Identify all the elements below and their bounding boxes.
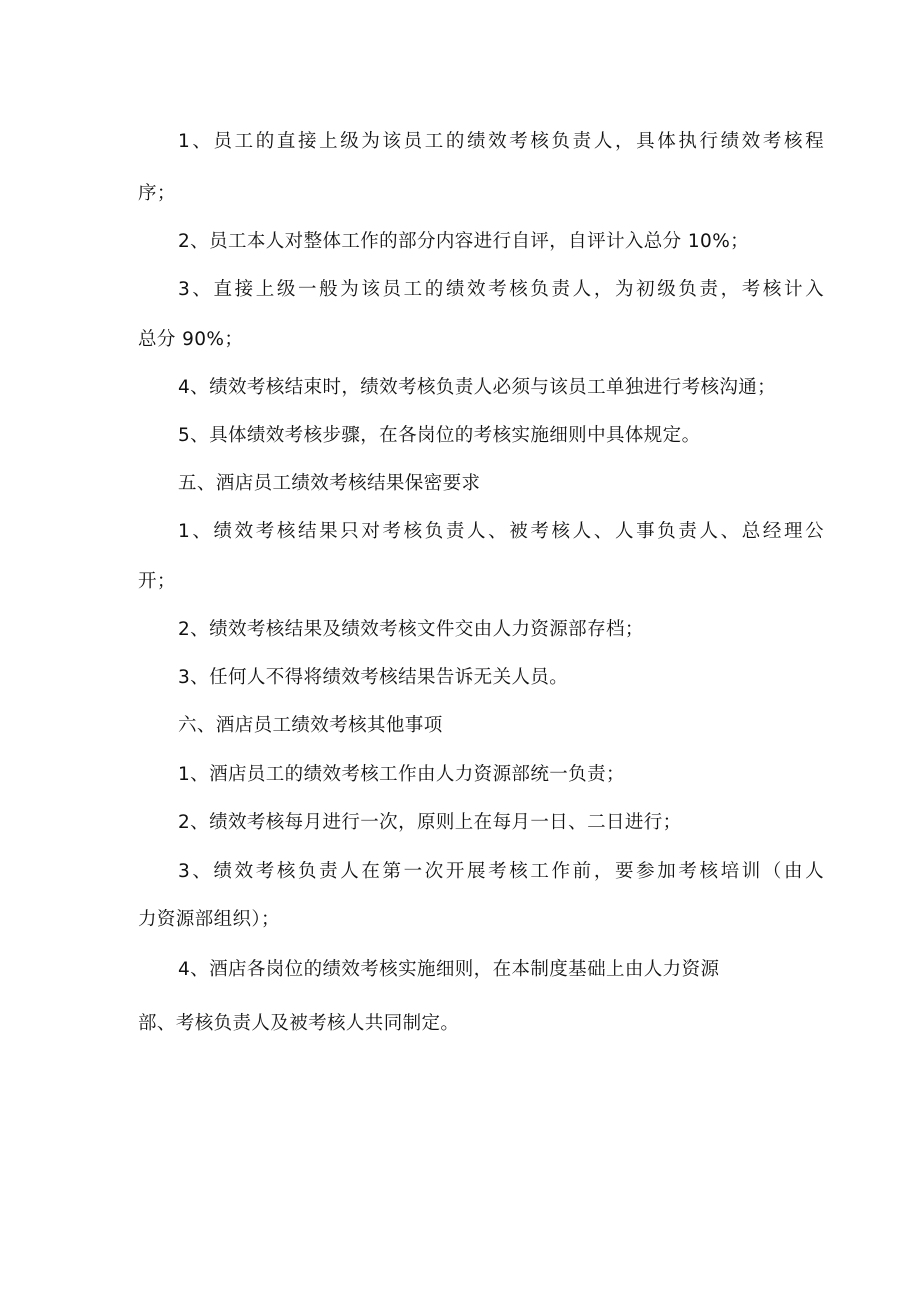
paragraph-line: 1、员工的直接上级为该员工的绩效考核负责人，具体执行绩效考核程 (178, 131, 824, 152)
paragraph-line: 1、酒店员工的绩效考核工作由人力资源部统一负责； (178, 764, 625, 785)
paragraph-line: 2、员工本人对整体工作的部分内容进行自评，自评计入总分 10%； (178, 231, 750, 252)
paragraph-line: 1、绩效考核结果只对考核负责人、被考核人、人事负责人、总经理公 (178, 521, 824, 542)
paragraph-line: 序； (138, 183, 176, 204)
paragraph-line: 部、考核负责人及被考核人共同制定。 (138, 1013, 460, 1034)
paragraph-line: 5、具体绩效考核步骤，在各岗位的考核实施细则中具体规定。 (178, 425, 701, 446)
section-heading: 六、酒店员工绩效考核其他事项 (178, 715, 443, 736)
paragraph-line: 3、直接上级一般为该员工的绩效考核负责人，为初级负责，考核计入 (178, 279, 824, 300)
paragraph-line: 2、绩效考核结果及绩效考核文件交由人力资源部存档； (178, 619, 644, 640)
paragraph-line: 总分 90%； (138, 329, 244, 350)
section-heading: 五、酒店员工绩效考核结果保密要求 (178, 473, 481, 494)
paragraph-line: 4、绩效考核结束时，绩效考核负责人必须与该员工单独进行考核沟通； (178, 377, 777, 398)
paragraph-line: 开； (138, 571, 176, 592)
paragraph-line: 2、绩效考核每月进行一次，原则上在每月一日、二日进行； (178, 812, 682, 833)
paragraph-line: 4、酒店各岗位的绩效考核实施细则，在本制度基础上由人力资源 (178, 959, 720, 980)
paragraph-line: 力资源部组织）； (138, 909, 280, 930)
paragraph-line: 3、绩效考核负责人在第一次开展考核工作前，要参加考核培训（由人 (178, 861, 824, 882)
paragraph-line: 3、任何人不得将绩效考核结果告诉无关人员。 (178, 667, 569, 688)
